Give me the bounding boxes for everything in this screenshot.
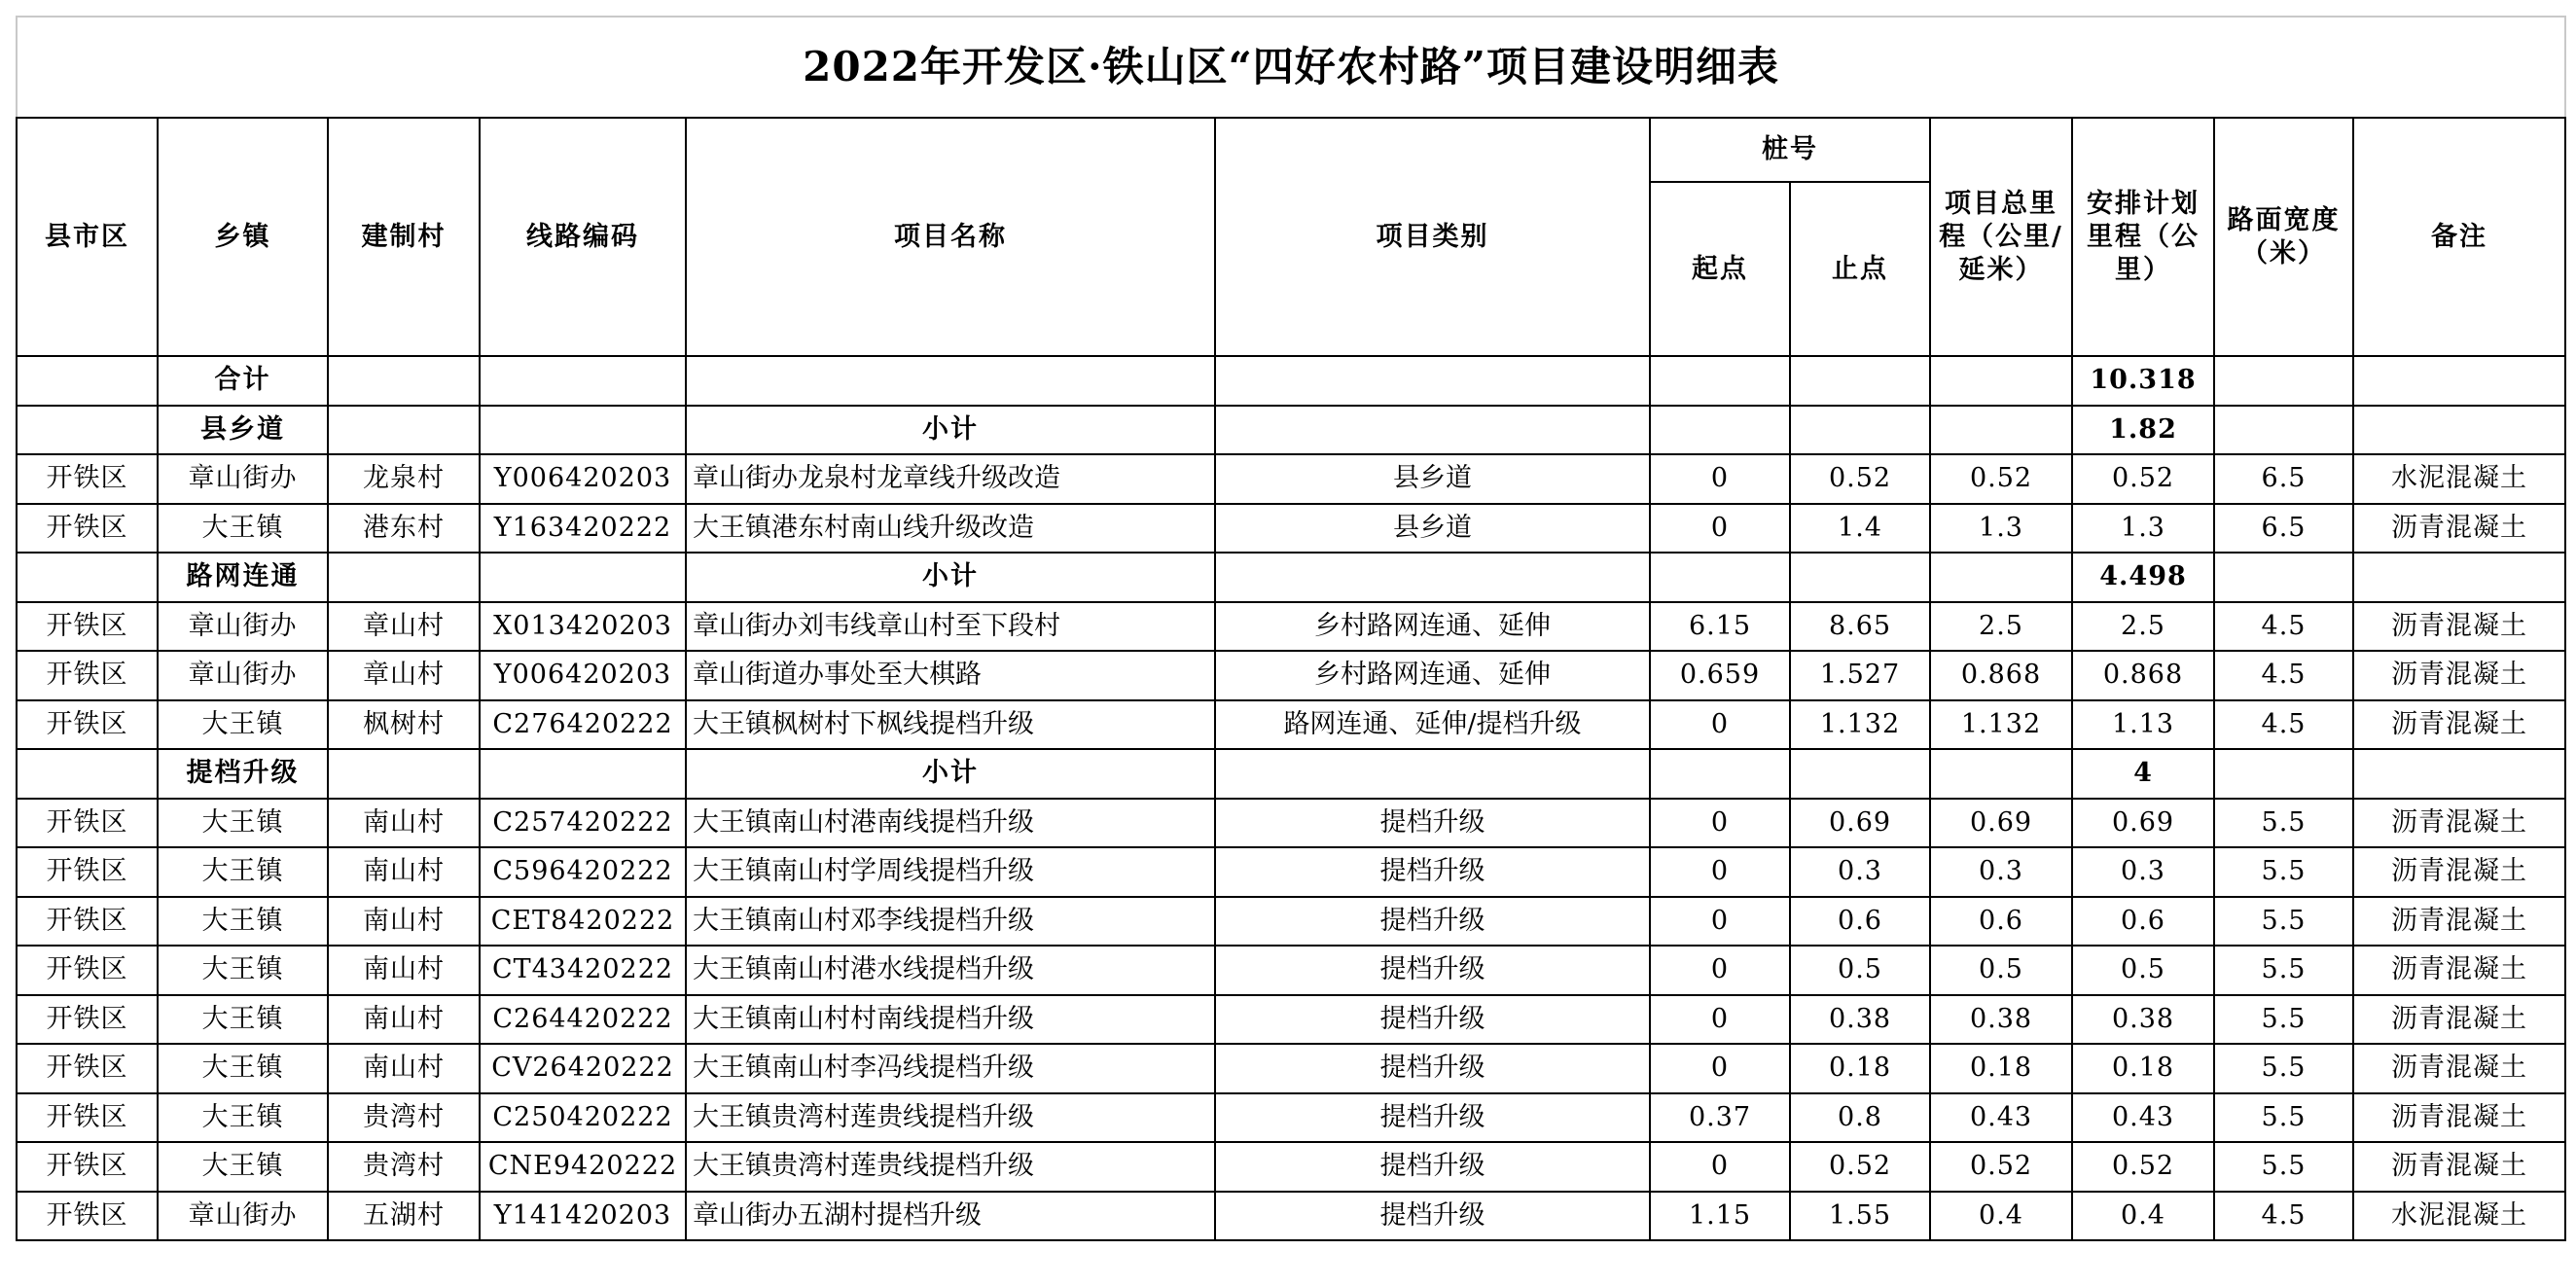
cell-remark: 沥青混凝土 [2353,700,2565,750]
table-cell [2214,553,2353,602]
cell-width: 5.5 [2214,995,2353,1045]
cell-width: 4.5 [2214,602,2353,652]
table-cell [1650,553,1790,602]
table-row [17,847,2565,897]
table-cell [1930,553,2072,602]
group-name: 提档升级 [158,749,328,799]
cell-county: 开铁区 [17,1192,158,1241]
cell-village: 贵湾村 [328,1093,480,1143]
cell-planned-mileage: 0.69 [2072,799,2214,848]
cell-remark: 沥青混凝土 [2353,504,2565,554]
cell-category: 县乡道 [1215,504,1650,554]
cell-planned-mileage: 1.3 [2072,504,2214,554]
table-cell [1790,356,1930,406]
subtotal-label: 小计 [686,553,1215,602]
table-cell [1790,553,1930,602]
cell-planned-mileage: 0.4 [2072,1192,2214,1241]
header-planned-mileage: 安排计划里程（公里） [2072,118,2214,356]
cell-end: 1.132 [1790,700,1930,750]
cell-county: 开铁区 [17,700,158,750]
cell-total-mileage: 0.868 [1930,651,2072,700]
cell-county: 开铁区 [17,651,158,700]
cell-county: 开铁区 [17,1093,158,1143]
table-row [17,1142,2565,1192]
table-cell [1215,553,1650,602]
subtotal-label: 小计 [686,749,1215,799]
header-county: 县市区 [17,118,158,356]
cell-route-code: C276420222 [480,700,686,750]
total-row [17,356,2565,406]
cell-village: 南山村 [328,946,480,995]
cell-village: 南山村 [328,1044,480,1093]
table-cell [1650,749,1790,799]
cell-end: 0.8 [1790,1093,1930,1143]
cell-category: 提档升级 [1215,1093,1650,1143]
cell-route-code: Y006420203 [480,651,686,700]
cell-town: 大王镇 [158,1093,328,1143]
table-cell [480,406,686,455]
cell-project-name: 章山街办刘韦线章山村至下段村 [686,602,1215,652]
subtotal-value: 4.498 [2072,553,2214,602]
table-cell [1930,749,2072,799]
table-row [17,1044,2565,1093]
cell-remark: 沥青混凝土 [2353,602,2565,652]
table-row [17,897,2565,947]
cell-start: 0 [1650,897,1790,947]
cell-end: 1.4 [1790,504,1930,554]
cell-width: 5.5 [2214,946,2353,995]
cell-town: 大王镇 [158,847,328,897]
cell-village: 南山村 [328,995,480,1045]
cell-category: 提档升级 [1215,1192,1650,1241]
cell-width: 5.5 [2214,1142,2353,1192]
cell-category: 路网连通、延伸/提档升级 [1215,700,1650,750]
cell-remark: 沥青混凝土 [2353,799,2565,848]
cell-village: 五湖村 [328,1192,480,1241]
group-name: 路网连通 [158,553,328,602]
cell-width: 5.5 [2214,847,2353,897]
cell-category: 提档升级 [1215,897,1650,947]
table-row [17,1093,2565,1143]
cell-width: 4.5 [2214,651,2353,700]
table-cell [328,406,480,455]
cell-route-code: C264420222 [480,995,686,1045]
cell-county: 开铁区 [17,504,158,554]
table-cell [480,749,686,799]
cell-village: 港东村 [328,504,480,554]
table-row [17,651,2565,700]
cell-total-mileage: 0.3 [1930,847,2072,897]
cell-route-code: CT43420222 [480,946,686,995]
cell-total-mileage: 0.38 [1930,995,2072,1045]
header-project-name: 项目名称 [686,118,1215,356]
header-town: 乡镇 [158,118,328,356]
table-row [17,995,2565,1045]
cell-town: 大王镇 [158,1142,328,1192]
cell-town: 章山街办 [158,454,328,504]
cell-planned-mileage: 0.868 [2072,651,2214,700]
cell-category: 提档升级 [1215,1142,1650,1192]
table-cell [17,749,158,799]
cell-village: 南山村 [328,897,480,947]
table-cell [1930,406,2072,455]
cell-town: 大王镇 [158,1044,328,1093]
cell-county: 开铁区 [17,897,158,947]
cell-width: 6.5 [2214,504,2353,554]
cell-start: 0 [1650,1142,1790,1192]
cell-end: 1.527 [1790,651,1930,700]
cell-project-name: 大王镇贵湾村莲贵线提档升级 [686,1093,1215,1143]
cell-remark: 沥青混凝土 [2353,847,2565,897]
table-cell [1215,406,1650,455]
cell-project-name: 章山街道办事处至大棋路 [686,651,1215,700]
cell-planned-mileage: 0.43 [2072,1093,2214,1143]
cell-total-mileage: 0.52 [1930,1142,2072,1192]
cell-town: 大王镇 [158,700,328,750]
table-cell [2353,406,2565,455]
cell-route-code: CET8420222 [480,897,686,947]
cell-planned-mileage: 0.52 [2072,1142,2214,1192]
cell-end: 8.65 [1790,602,1930,652]
total-planned: 10.318 [2072,356,2214,406]
cell-project-name: 大王镇贵湾村莲贵线提档升级 [686,1142,1215,1192]
table-cell [686,356,1215,406]
table-row [17,602,2565,652]
cell-county: 开铁区 [17,847,158,897]
cell-county: 开铁区 [17,454,158,504]
table-cell [17,553,158,602]
table-row [17,1192,2565,1241]
cell-project-name: 大王镇南山村港水线提档升级 [686,946,1215,995]
cell-county: 开铁区 [17,946,158,995]
cell-county: 开铁区 [17,1044,158,1093]
table-cell [2214,356,2353,406]
cell-total-mileage: 2.5 [1930,602,2072,652]
cell-category: 提档升级 [1215,1044,1650,1093]
table-cell [480,356,686,406]
cell-route-code: Y006420203 [480,454,686,504]
cell-route-code: Y141420203 [480,1192,686,1241]
cell-planned-mileage: 0.38 [2072,995,2214,1045]
cell-village: 章山村 [328,602,480,652]
table-cell [1790,406,1930,455]
cell-route-code: C250420222 [480,1093,686,1143]
cell-planned-mileage: 2.5 [2072,602,2214,652]
cell-end: 0.5 [1790,946,1930,995]
cell-town: 大王镇 [158,897,328,947]
cell-county: 开铁区 [17,799,158,848]
cell-remark: 沥青混凝土 [2353,1093,2565,1143]
cell-planned-mileage: 0.6 [2072,897,2214,947]
cell-route-code: CV26420222 [480,1044,686,1093]
cell-width: 6.5 [2214,454,2353,504]
table-cell [328,553,480,602]
subtotal-row [17,406,2565,455]
cell-project-name: 大王镇南山村邓李线提档升级 [686,897,1215,947]
cell-end: 0.18 [1790,1044,1930,1093]
cell-start: 0 [1650,847,1790,897]
cell-category: 提档升级 [1215,995,1650,1045]
cell-remark: 沥青混凝土 [2353,1044,2565,1093]
table-cell [2353,749,2565,799]
cell-width: 4.5 [2214,1192,2353,1241]
cell-width: 5.5 [2214,1093,2353,1143]
cell-start: 0 [1650,700,1790,750]
cell-end: 0.52 [1790,1142,1930,1192]
cell-total-mileage: 0.4 [1930,1192,2072,1241]
cell-route-code: Y163420222 [480,504,686,554]
cell-category: 提档升级 [1215,847,1650,897]
cell-start: 6.15 [1650,602,1790,652]
cell-start: 0 [1650,995,1790,1045]
cell-end: 1.55 [1790,1192,1930,1241]
cell-project-name: 大王镇南山村学周线提档升级 [686,847,1215,897]
cell-project-name: 章山街办五湖村提档升级 [686,1192,1215,1241]
header-village: 建制村 [328,118,480,356]
cell-town: 大王镇 [158,799,328,848]
table-cell [1930,356,2072,406]
cell-town: 章山街办 [158,602,328,652]
cell-county: 开铁区 [17,1142,158,1192]
header-start: 起点 [1650,182,1790,356]
group-name: 县乡道 [158,406,328,455]
cell-start: 0.37 [1650,1093,1790,1143]
cell-total-mileage: 1.132 [1930,700,2072,750]
header-total-mileage: 项目总里程（公里/延米） [1930,118,2072,356]
cell-category: 提档升级 [1215,946,1650,995]
cell-total-mileage: 0.6 [1930,897,2072,947]
cell-width: 5.5 [2214,799,2353,848]
cell-end: 0.52 [1790,454,1930,504]
header-category: 项目类别 [1215,118,1650,356]
cell-project-name: 大王镇南山村村南线提档升级 [686,995,1215,1045]
cell-start: 0 [1650,1044,1790,1093]
cell-start: 0 [1650,454,1790,504]
subtotal-row [17,749,2565,799]
cell-town: 章山街办 [158,1192,328,1241]
cell-county: 开铁区 [17,995,158,1045]
cell-village: 南山村 [328,847,480,897]
table-row [17,799,2565,848]
cell-category: 县乡道 [1215,454,1650,504]
table-cell [1215,356,1650,406]
cell-village: 龙泉村 [328,454,480,504]
cell-route-code: CNE9420222 [480,1142,686,1192]
cell-village: 贵湾村 [328,1142,480,1192]
cell-project-name: 大王镇南山村李冯线提档升级 [686,1044,1215,1093]
table-cell [1650,406,1790,455]
project-table [16,16,2566,1241]
cell-remark: 水泥混凝土 [2353,454,2565,504]
cell-remark: 沥青混凝土 [2353,946,2565,995]
table-cell [2353,553,2565,602]
cell-project-name: 大王镇枫树村下枫线提档升级 [686,700,1215,750]
header-remark: 备注 [2353,118,2565,356]
cell-planned-mileage: 0.52 [2072,454,2214,504]
cell-total-mileage: 0.69 [1930,799,2072,848]
table-row [17,454,2565,504]
cell-remark: 沥青混凝土 [2353,995,2565,1045]
subtotal-label: 小计 [686,406,1215,455]
cell-start: 0 [1650,799,1790,848]
table-cell [17,406,158,455]
cell-end: 0.38 [1790,995,1930,1045]
cell-route-code: X013420203 [480,602,686,652]
cell-remark: 水泥混凝土 [2353,1192,2565,1241]
page-title: 2022年开发区·铁山区“四好农村路”项目建设明细表 [17,17,2565,118]
table-cell [1215,749,1650,799]
subtotal-value: 4 [2072,749,2214,799]
table-cell [17,356,158,406]
table-cell [328,749,480,799]
table-body [17,356,2565,1240]
header-width: 路面宽度（米） [2214,118,2353,356]
cell-start: 0 [1650,504,1790,554]
cell-planned-mileage: 0.5 [2072,946,2214,995]
cell-total-mileage: 0.5 [1930,946,2072,995]
cell-town: 章山街办 [158,651,328,700]
header-stake: 桩号 [1650,118,1930,182]
cell-total-mileage: 0.18 [1930,1044,2072,1093]
table-cell [2214,749,2353,799]
cell-project-name: 大王镇南山村港南线提档升级 [686,799,1215,848]
cell-village: 章山村 [328,651,480,700]
spreadsheet [16,16,2564,1241]
cell-remark: 沥青混凝土 [2353,897,2565,947]
cell-planned-mileage: 0.18 [2072,1044,2214,1093]
cell-total-mileage: 0.43 [1930,1093,2072,1143]
cell-category: 乡村路网连通、延伸 [1215,651,1650,700]
table-cell [1650,356,1790,406]
subtotal-row [17,553,2565,602]
header-route-code: 线路编码 [480,118,686,356]
cell-route-code: C257420222 [480,799,686,848]
cell-project-name: 大王镇港东村南山线升级改造 [686,504,1215,554]
cell-planned-mileage: 0.3 [2072,847,2214,897]
table-row [17,504,2565,554]
cell-start: 0 [1650,946,1790,995]
cell-remark: 沥青混凝土 [2353,1142,2565,1192]
table-cell [1790,749,1930,799]
cell-county: 开铁区 [17,602,158,652]
cell-width: 5.5 [2214,1044,2353,1093]
table-cell [2214,406,2353,455]
cell-category: 乡村路网连通、延伸 [1215,602,1650,652]
cell-remark: 沥青混凝土 [2353,651,2565,700]
cell-total-mileage: 1.3 [1930,504,2072,554]
subtotal-value: 1.82 [2072,406,2214,455]
cell-category: 提档升级 [1215,799,1650,848]
cell-project-name: 章山街办龙泉村龙章线升级改造 [686,454,1215,504]
table-row [17,946,2565,995]
cell-route-code: C596420222 [480,847,686,897]
table-cell [2353,356,2565,406]
cell-town: 大王镇 [158,946,328,995]
cell-village: 南山村 [328,799,480,848]
cell-end: 0.3 [1790,847,1930,897]
total-label: 合计 [158,356,328,406]
header-end: 止点 [1790,182,1930,356]
cell-town: 大王镇 [158,995,328,1045]
cell-start: 1.15 [1650,1192,1790,1241]
cell-width: 5.5 [2214,897,2353,947]
cell-start: 0.659 [1650,651,1790,700]
cell-planned-mileage: 1.13 [2072,700,2214,750]
cell-town: 大王镇 [158,504,328,554]
cell-width: 4.5 [2214,700,2353,750]
cell-end: 0.69 [1790,799,1930,848]
cell-end: 0.6 [1790,897,1930,947]
table-row [17,700,2565,750]
cell-total-mileage: 0.52 [1930,454,2072,504]
table-cell [328,356,480,406]
cell-village: 枫树村 [328,700,480,750]
table-cell [480,553,686,602]
